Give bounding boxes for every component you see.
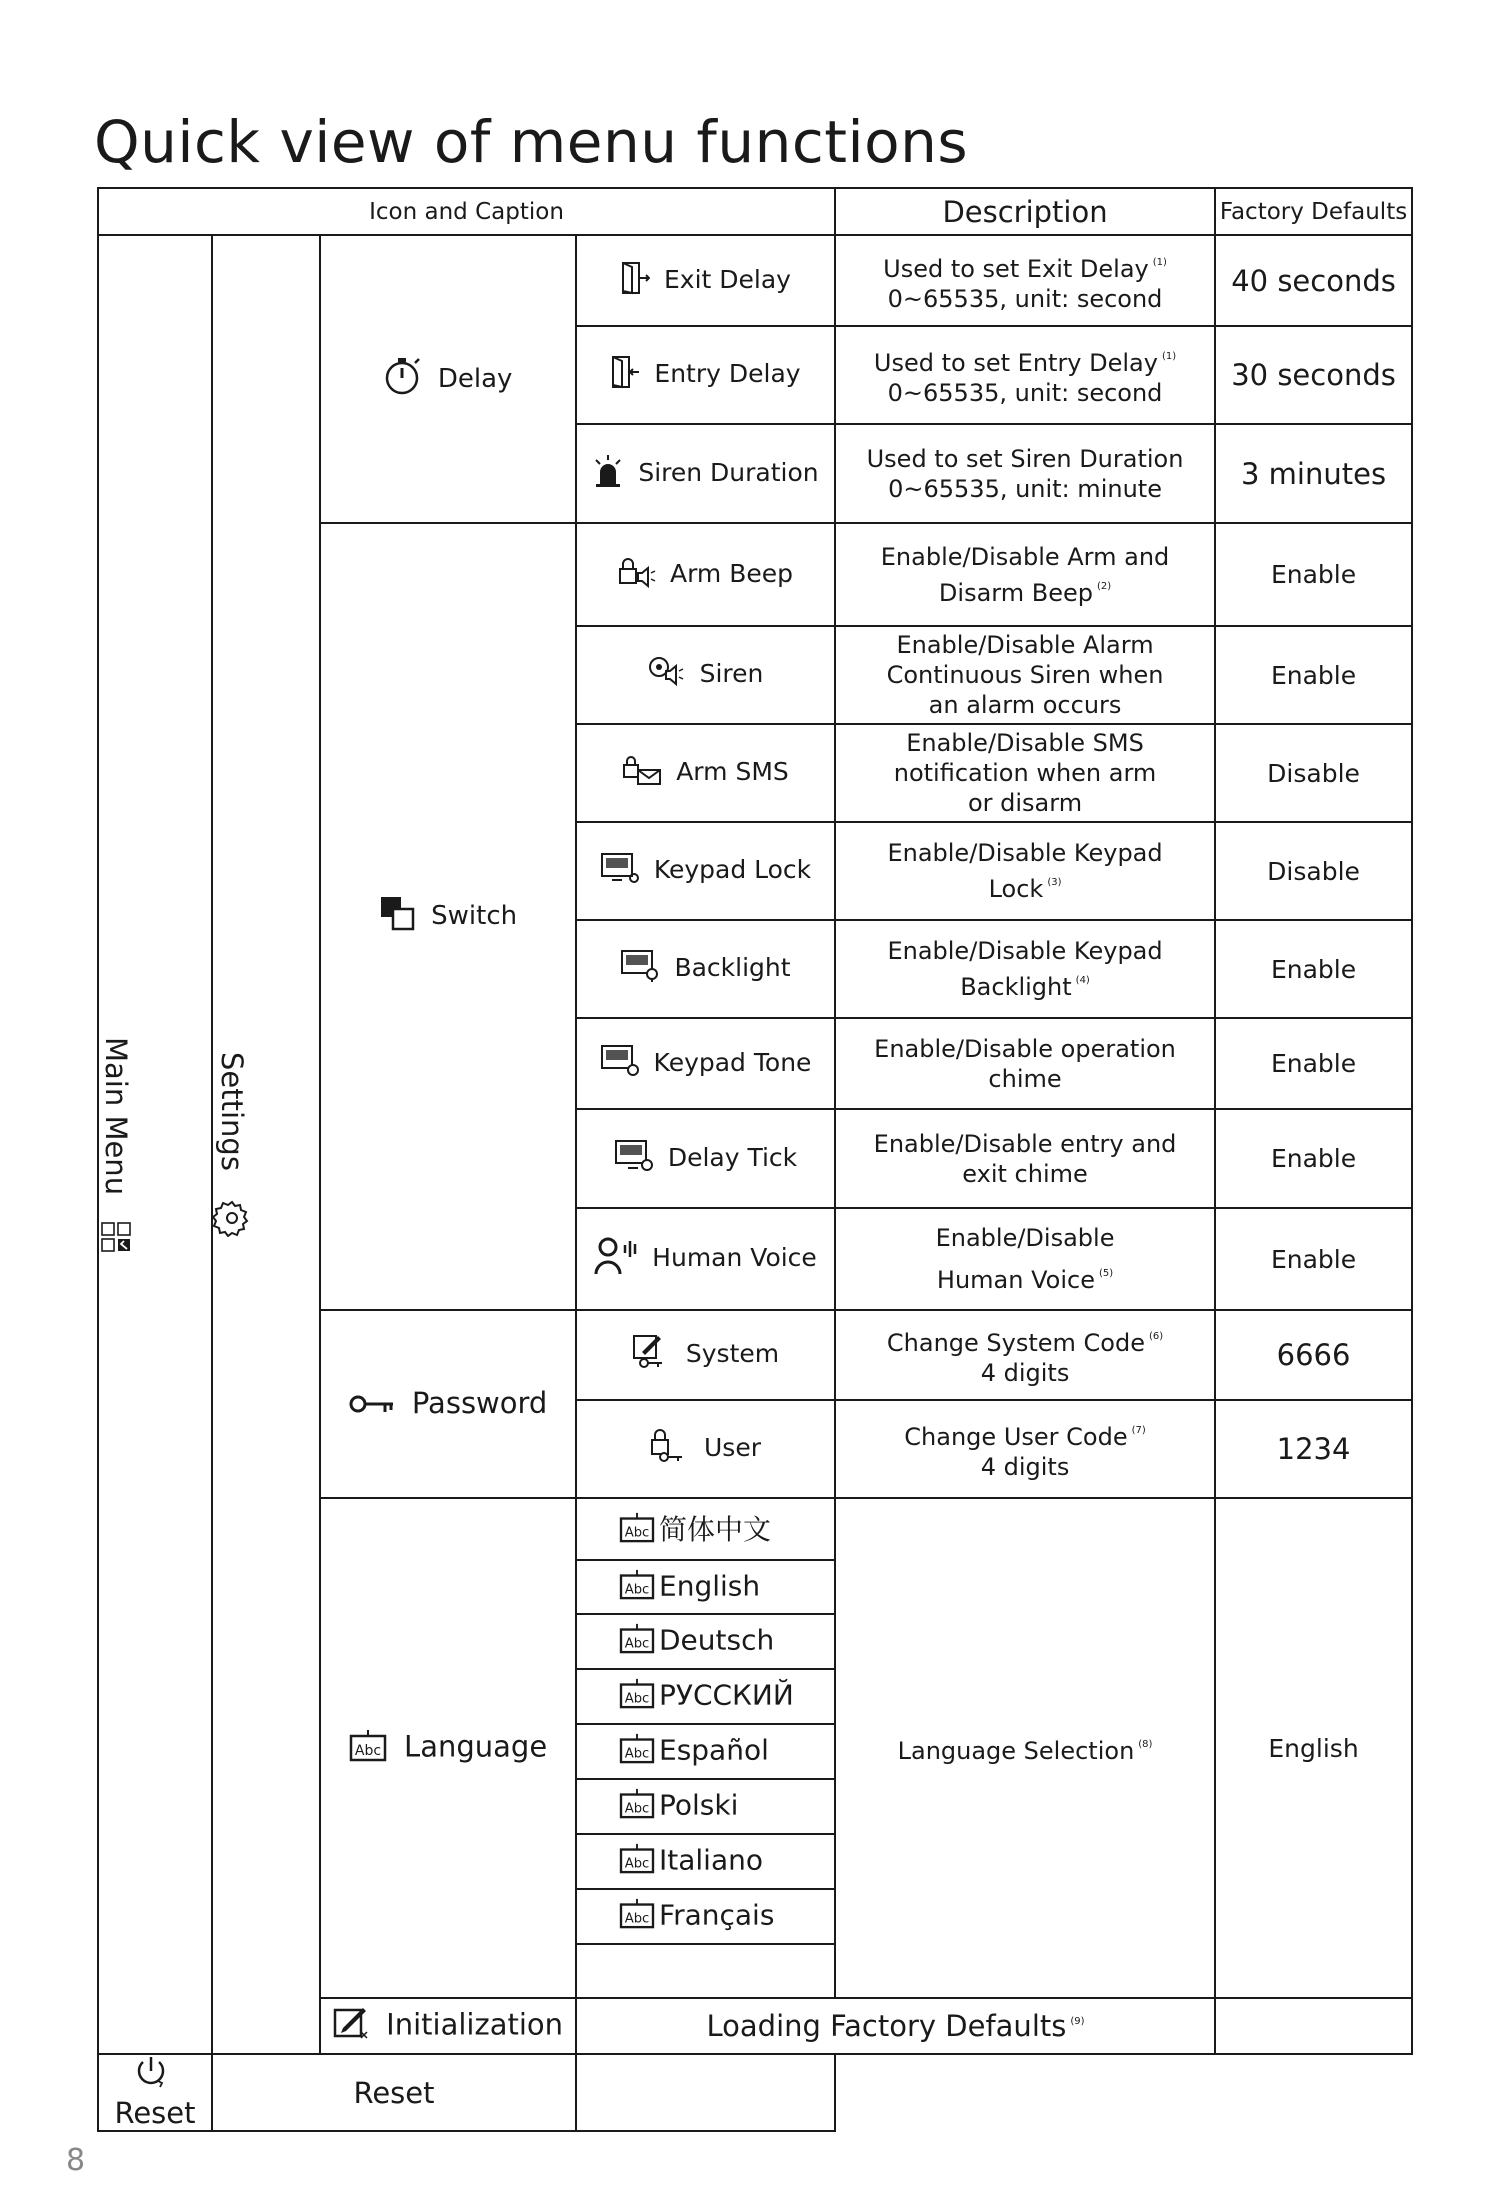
default-value: Enable	[1215, 1018, 1412, 1109]
group-password	[320, 1310, 576, 1498]
desc-line: an alarm occurs	[928, 691, 1122, 719]
group-reset[interactable]	[98, 2054, 212, 2131]
language-label: Deutsch	[659, 1623, 775, 1657]
person-voice-icon	[594, 1252, 646, 1281]
language-option[interactable]	[576, 1498, 835, 1560]
item-label: Siren Duration	[638, 457, 819, 487]
default-value: Enable	[1215, 1109, 1412, 1208]
default-value: Disable	[1215, 822, 1412, 920]
language-label: Español	[659, 1733, 769, 1767]
power-icon	[134, 2062, 168, 2096]
table-row	[98, 235, 1412, 326]
default-value: 30 seconds	[1215, 326, 1412, 424]
desc-line: Enable/Disable entry and	[873, 1129, 1177, 1158]
group-reset-label: Reset	[114, 2096, 196, 2130]
svg-text:Abc: Abc	[354, 1742, 381, 1759]
gear-icon	[213, 1199, 251, 1237]
desc-line: 4 digits	[980, 1453, 1070, 1481]
footnote-ref: (7)	[1131, 1425, 1146, 1436]
description-cell	[835, 822, 1215, 920]
entry-door-icon	[610, 366, 648, 395]
desc-line: Used to set Exit Delay	[883, 254, 1149, 283]
item-human-voice[interactable]	[576, 1208, 835, 1310]
item-label: Delay Tick	[667, 1142, 798, 1172]
language-label: 简体中文	[659, 1512, 772, 1546]
desc-line: Used to set Entry Delay	[873, 349, 1158, 377]
abc-language-icon	[349, 1735, 396, 1769]
settings-label: Settings	[215, 1052, 249, 1172]
main-menu-label: Main Menu	[99, 1036, 133, 1195]
group-language	[320, 1498, 576, 1998]
desc-line: or disarm	[967, 789, 1083, 817]
group-switch-label: Switch	[431, 901, 518, 931]
footnote-ref: (2)	[1096, 580, 1112, 592]
default-value: Disable	[1215, 724, 1412, 822]
footnote-ref: (6)	[1148, 1331, 1164, 1342]
key-icon	[349, 1388, 404, 1422]
default-value: 40 seconds	[1215, 235, 1412, 326]
item-label: Keypad Lock	[653, 855, 812, 884]
header-description: Description	[835, 188, 1215, 235]
initialization-description	[576, 1998, 1215, 2054]
item-keypad-tone[interactable]	[576, 1018, 835, 1109]
abc-language-icon	[619, 1628, 655, 1661]
description-cell	[835, 1208, 1215, 1310]
desc-line: Loading Factory Defaults	[706, 2009, 1067, 2043]
main-menu-icon	[99, 1222, 133, 1252]
group-delay	[320, 235, 576, 523]
description-cell	[835, 523, 1215, 626]
language-option[interactable]	[576, 1669, 835, 1724]
table-row	[98, 2054, 1412, 2131]
description-cell	[835, 326, 1215, 424]
default-value: Enable	[1215, 1208, 1412, 1310]
description-cell	[835, 1109, 1215, 1208]
edit-checkbox-icon	[333, 2013, 378, 2047]
default-value: Enable	[1215, 920, 1412, 1018]
desc-line: 0~65535, unit: second	[887, 379, 1163, 407]
desc-line: Change System Code	[886, 1329, 1145, 1357]
abc-language-icon	[619, 1903, 655, 1936]
menu-functions-table	[97, 187, 1413, 2132]
abc-language-icon	[619, 1738, 655, 1771]
item-label: Human Voice	[652, 1243, 817, 1272]
desc-line: Enable/Disable Keypad	[887, 937, 1163, 965]
item-label: Backlight	[674, 953, 791, 982]
language-description	[835, 1498, 1215, 1998]
keypad-bulb-icon	[620, 960, 668, 989]
description-cell	[835, 724, 1215, 822]
reset-default	[576, 2054, 835, 2131]
item-label: Keypad Tone	[653, 1047, 812, 1077]
desc-line: Enable/Disable Arm and	[880, 542, 1170, 571]
item-user[interactable]	[576, 1400, 835, 1498]
svg-text:Abc: Abc	[624, 1691, 650, 1707]
desc-line: Enable/Disable	[935, 1223, 1115, 1252]
main-menu-cell	[98, 235, 212, 2054]
svg-text:Abc: Abc	[624, 1746, 650, 1762]
default-value: 1234	[1215, 1400, 1412, 1498]
svg-text:Abc: Abc	[624, 1525, 650, 1541]
edit-key-icon	[632, 1347, 680, 1376]
page-number: 8	[66, 2143, 86, 2178]
description-cell	[835, 1400, 1215, 1498]
default-value: Enable	[1215, 523, 1412, 626]
description-cell	[835, 920, 1215, 1018]
group-language-label: Language	[404, 1729, 548, 1763]
lock-envelope-icon	[622, 764, 670, 793]
group-switch	[320, 523, 576, 1310]
item-exit-delay[interactable]	[576, 235, 835, 326]
footnote-ref: (9)	[1070, 2016, 1085, 2027]
svg-text:Abc: Abc	[624, 1801, 650, 1817]
desc-line: Disarm Beep	[938, 578, 1093, 607]
group-initialization[interactable]	[320, 1998, 576, 2054]
abc-language-icon	[619, 1683, 655, 1716]
item-entry-delay[interactable]	[576, 326, 835, 424]
svg-text:Abc: Abc	[624, 1636, 650, 1652]
language-option[interactable]	[576, 1614, 835, 1669]
item-system[interactable]	[576, 1310, 835, 1400]
item-delay-tick[interactable]	[576, 1109, 835, 1208]
footnote-ref: (4)	[1075, 975, 1090, 986]
footnote-ref: (1)	[1161, 351, 1177, 362]
desc-line: Enable/Disable Keypad	[887, 839, 1163, 867]
item-label: Entry Delay	[654, 359, 801, 388]
settings-cell	[212, 235, 320, 2054]
language-option[interactable]	[576, 1889, 835, 1944]
lock-key-icon	[650, 1441, 698, 1470]
desc-line: Enable/Disable operation	[874, 1034, 1176, 1063]
item-arm-beep[interactable]	[576, 523, 835, 626]
footnote-ref: (8)	[1138, 1739, 1153, 1750]
default-value: 3 minutes	[1215, 424, 1412, 523]
siren-light-icon	[592, 465, 632, 494]
desc-line: Enable/Disable Alarm	[896, 631, 1154, 659]
exit-door-icon	[620, 272, 658, 301]
header-row	[98, 188, 1412, 235]
default-value: Enable	[1215, 626, 1412, 724]
item-label: System	[685, 1339, 780, 1368]
item-label: Siren	[699, 659, 764, 688]
keypad-lock-icon	[600, 861, 648, 890]
svg-text:Abc: Abc	[624, 1856, 650, 1872]
default-value: English	[1215, 1498, 1412, 1998]
language-label: Polski	[659, 1788, 739, 1822]
desc-line: 0~65535, unit: minute	[888, 474, 1162, 503]
language-option[interactable]	[576, 1560, 835, 1614]
item-label: Arm Beep	[669, 558, 793, 588]
item-label: Exit Delay	[664, 264, 791, 294]
keypad-tone-icon	[600, 1055, 648, 1084]
language-option[interactable]	[576, 1779, 835, 1834]
group-initialization-label: Initialization	[386, 2007, 564, 2041]
footnote-ref: (1)	[1152, 256, 1167, 268]
group-password-label: Password	[411, 1386, 548, 1420]
stopwatch-icon	[384, 373, 430, 403]
desc-line: Enable/Disable SMS	[906, 729, 1144, 757]
language-empty-cell	[576, 1944, 835, 1998]
desc-line: Continuous Siren when	[886, 661, 1164, 689]
abc-language-icon	[619, 1574, 655, 1607]
svg-text:Abc: Abc	[624, 1581, 650, 1597]
header-factory-defaults: Factory Defaults	[1215, 188, 1412, 235]
desc-line: exit chime	[962, 1159, 1088, 1188]
lock-speaker-icon	[618, 566, 664, 595]
language-label: Italiano	[659, 1843, 763, 1877]
item-label: Arm SMS	[676, 757, 789, 786]
page-title: Quick view of menu functions	[94, 108, 969, 176]
item-arm-sms[interactable]	[576, 724, 835, 822]
desc-line: chime	[988, 1064, 1062, 1093]
desc-line: Language Selection	[897, 1737, 1135, 1765]
item-keypad-lock[interactable]	[576, 822, 835, 920]
abc-language-icon	[619, 1517, 655, 1550]
language-option[interactable]	[576, 1724, 835, 1779]
initialization-default	[1215, 1998, 1412, 2054]
desc-line: 4 digits	[980, 1359, 1070, 1387]
desc-line: Used to set Siren Duration	[866, 444, 1184, 473]
language-label: РУССКИЙ	[659, 1678, 794, 1712]
language-label: English	[659, 1569, 761, 1602]
abc-language-icon	[619, 1848, 655, 1881]
desc-line: notification when arm	[893, 759, 1157, 787]
footnote-ref: (5)	[1098, 1267, 1114, 1279]
desc-line: Human Voice	[936, 1265, 1095, 1294]
svg-text:Abc: Abc	[624, 1911, 650, 1927]
description-cell	[835, 1310, 1215, 1400]
footnote-ref: (3)	[1047, 877, 1062, 888]
reset-description: Reset	[212, 2054, 576, 2131]
item-siren[interactable]	[576, 626, 835, 724]
siren-speaker-icon	[648, 666, 694, 695]
header-icon-caption: Icon and Caption	[98, 188, 835, 235]
description-cell	[835, 235, 1215, 326]
abc-language-icon	[619, 1793, 655, 1826]
description-cell	[835, 424, 1215, 523]
item-label: User	[704, 1433, 761, 1462]
desc-line: 0~65535, unit: second	[887, 284, 1163, 313]
item-backlight[interactable]	[576, 920, 835, 1018]
item-siren-duration[interactable]	[576, 424, 835, 523]
group-delay-label: Delay	[437, 363, 513, 394]
default-value: 6666	[1215, 1310, 1412, 1400]
desc-line: Backlight	[960, 973, 1072, 1001]
description-cell	[835, 1018, 1215, 1109]
keypad-tick-icon	[614, 1150, 662, 1179]
language-option[interactable]	[576, 1834, 835, 1889]
desc-line: Lock	[988, 875, 1044, 903]
language-label: Français	[659, 1898, 775, 1932]
desc-line: Change User Code	[904, 1423, 1128, 1451]
description-cell	[835, 626, 1215, 724]
switch-icon	[379, 908, 423, 938]
